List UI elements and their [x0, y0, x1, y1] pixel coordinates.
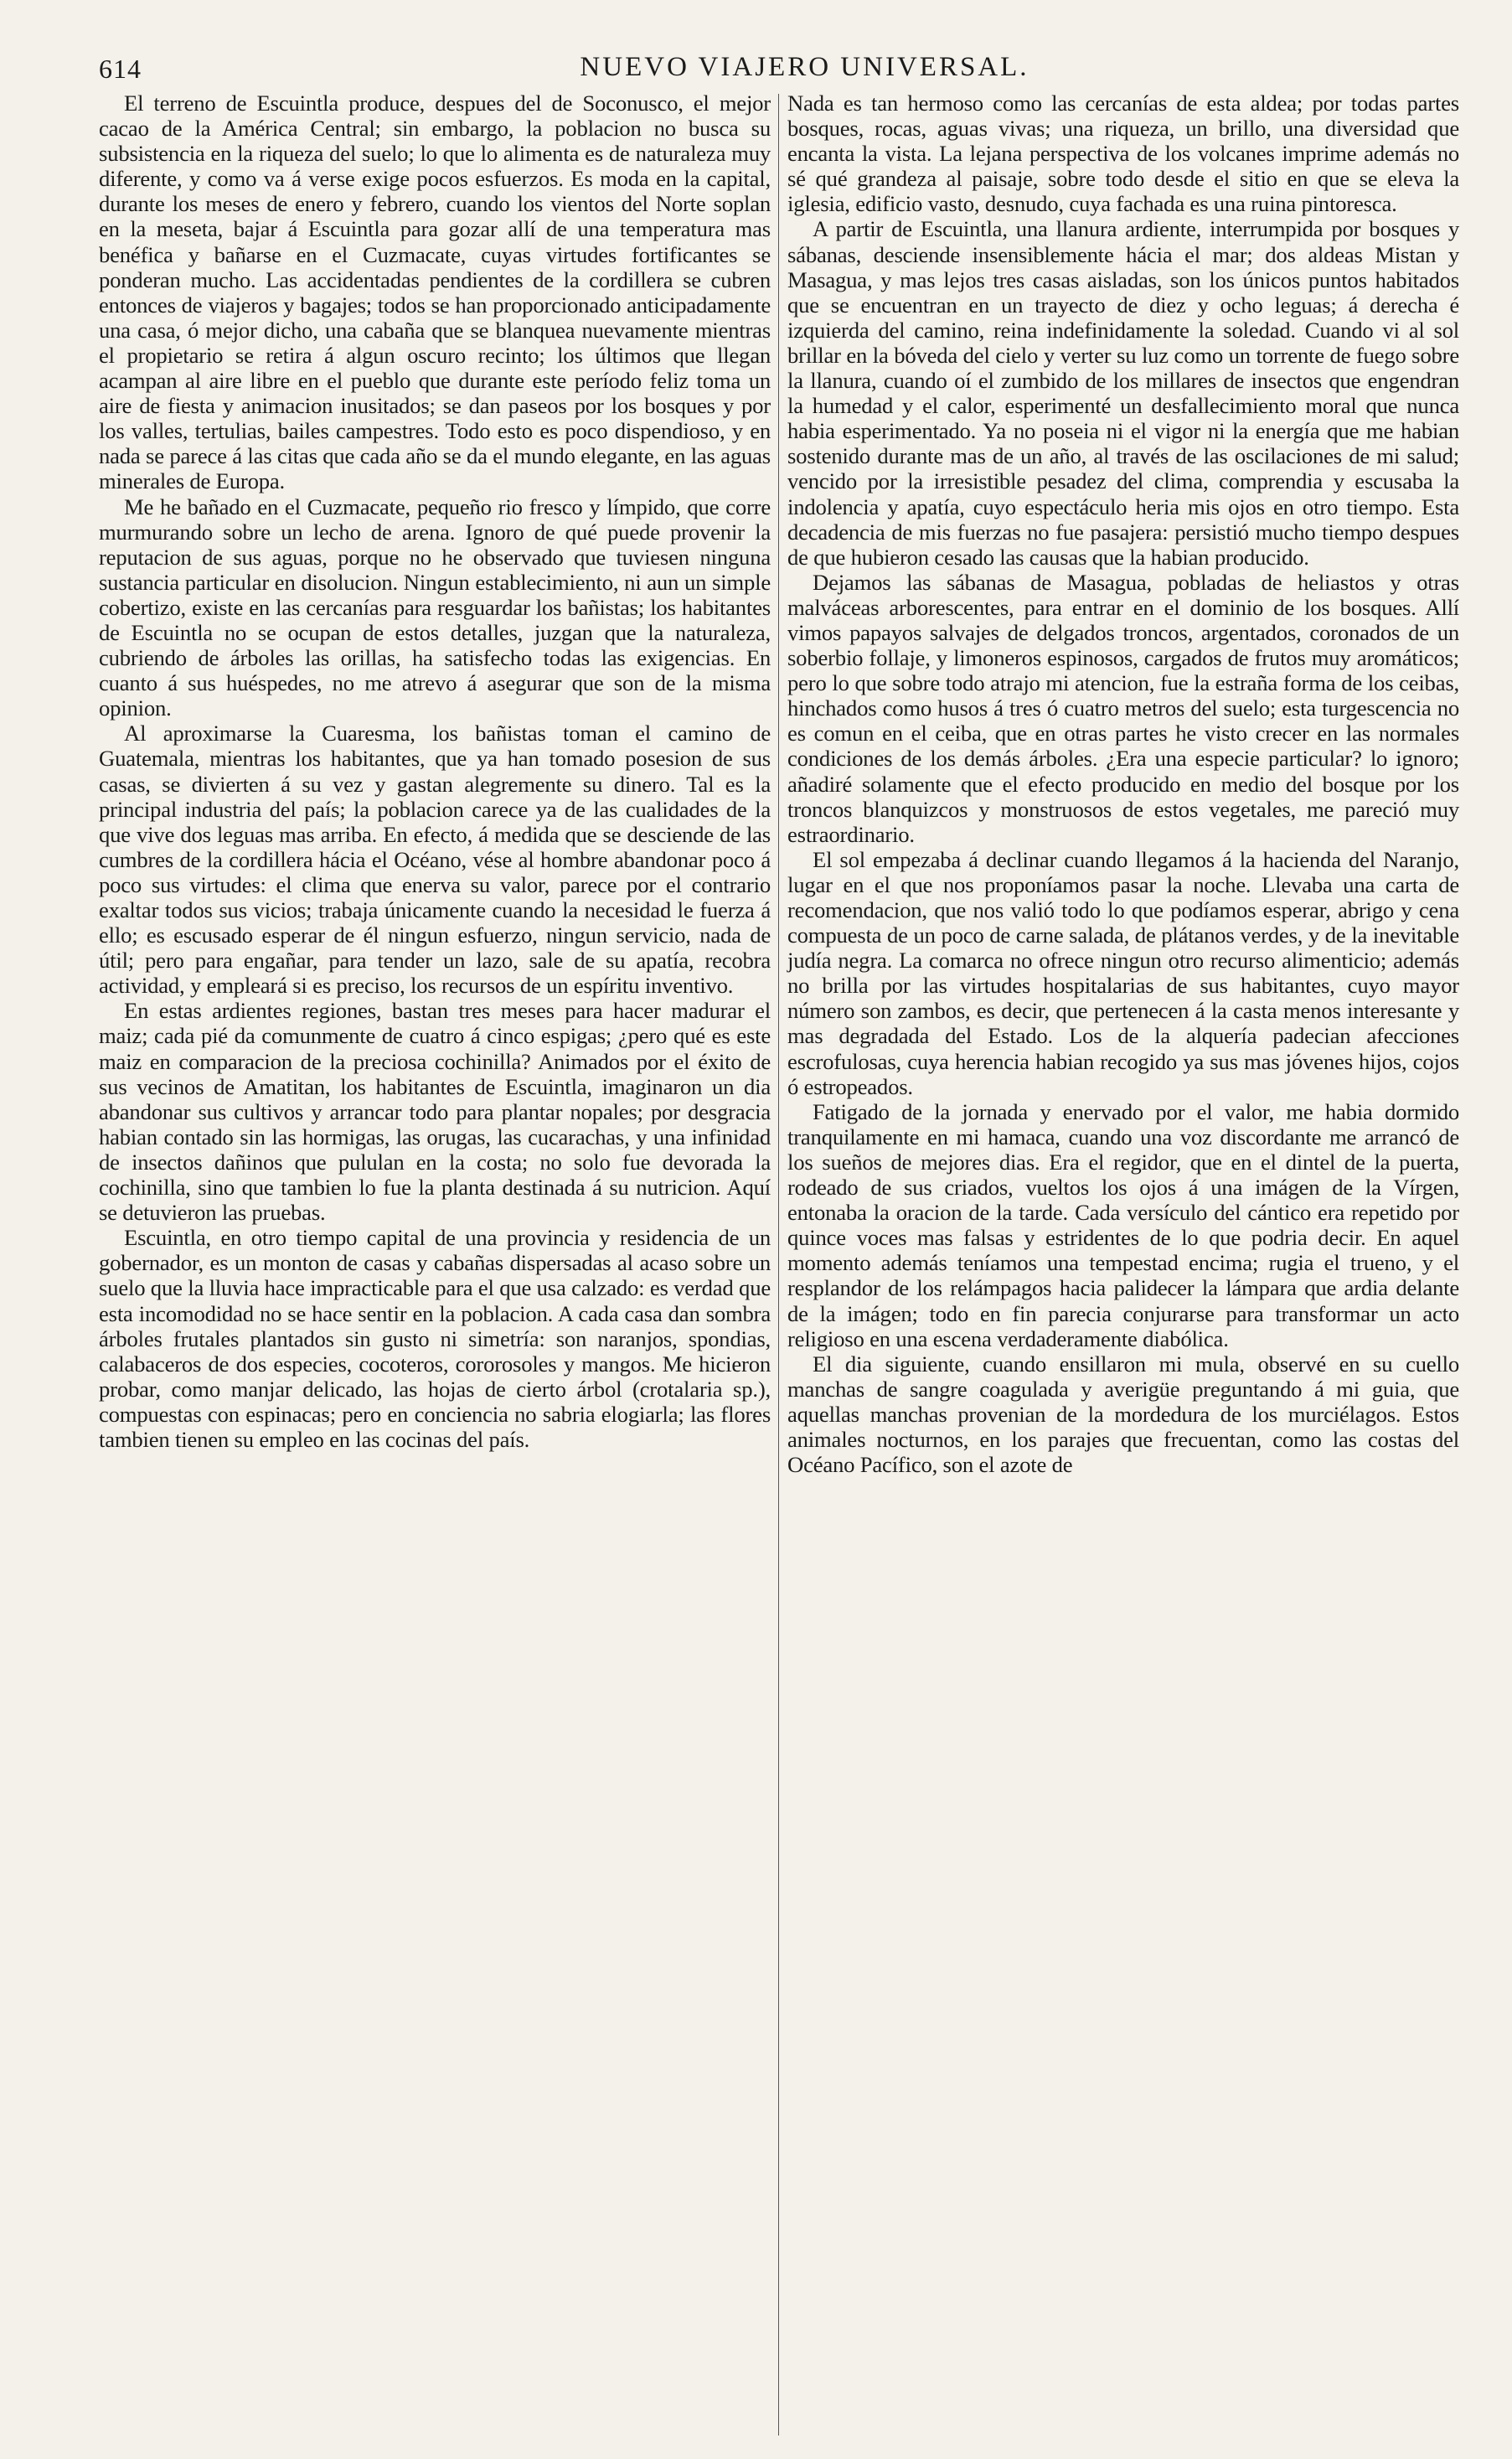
page-number: 614 — [99, 54, 142, 84]
paragraph: Me he bañado en el Cuzmacate, pequeño rio fresco y límpido, que corre murmurando sobre un lecho de arena. Ignoro de qué puede provenir la reputacion de sus aguas, porque no he observado que tuviesen ninguna sustancia particular en disolucion. Ningun establecimiento, ni aun un simple cobertizo, existe en las cercanías para resguardar los bañistas; los habitantes de Escuintla no se ocupan de estos detalles, juzgan que la naturaleza, cubriendo de árboles las orillas, ha satisfecho todas las exigencias. En cuanto á sus huéspedes, no me atrevo á asegurar que son de la misma opinion. — [99, 493, 771, 721]
paragraph: El dia siguiente, cuando ensillaron mi mula, observé en su cuello manchas de sangre coagulada y averigüe preguntando á mi guia, que aquellas manchas provenian de la mordedura de los murciélagos. Estos animales nocturnos, en los parajes que frecuentan, como las costas del Océano Pacífico, son el azote de — [787, 1351, 1459, 1478]
paragraph: Al aproximarse la Cuaresma, los bañistas toman el camino de Guatemala, mientras los habitantes, que ya han tomado posesion de sus casas, se divierten á su vez y gastan alegremente su dinero. Tal es la principal industria del país; la poblacion carece ya de las cualidades de la que vive dos leguas mas arriba. En efecto, á medida que se desciende de las cumbres de la cordillera hácia el Océano, vése al hombre abandonar poco á poco sus virtudes: el clima que enerva su valor, parece por el contrario exaltar todos sus vicios; trabaja únicamente cuando la necesidad le fuerza á ello; es escusado esperar de él ningun esfuerzo, ningun servicio, nada de útil; pero para engañar, para tender un lazo, sale de su apatía, recobra actividad, y empleará si es preciso, los recursos de un espíritu inventivo. — [99, 721, 771, 999]
paragraph: En estas ardientes regiones, bastan tres meses para hacer madurar el maiz; cada pié da comunmente de cuatro á cinco espigas; ¿pero qué es este maiz en comparacion de la preciosa cochinilla? Animados por el éxito de sus vecinos de Amatitan, los habitantes de Escuintla, imaginaron un dia abandonar sus cultivos y arrancar todo para plantar nopales; por desgracia habian contado sin las hormigas, las orugas, las cucarachas, y una infinidad de insectos dañinos que pululan en la costa; no solo fue devorada la cochinilla, sino que tambien lo fue la planta destinada á su nutricion. Aquí se detuvieron las pruebas. — [99, 998, 771, 1226]
paragraph: Dejamos las sábanas de Masagua, pobladas de heliastos y otras malváceas arborescentes, para entrar en el dominio de los bosques. Allí vimos papayos salvajes de delgados troncos, argentados, coronados de un soberbio follaje, y limoneros espinosos, cargados de frutos muy aromáticos; pero lo que sobre todo atrajo mi atencion, fue la estraña forma de los ceibas, hinchados como husos á tres ó cuatro metros del suelo; esta turgescencia no es comun en el ceiba, que en otras partes he visto crecer en las normales condiciones de los demás árboles. ¿Era una especie particular? lo ignoro; añadiré solamente que el efecto producido en medio del bosque por los troncos blanquizcos y monstruosos de estos vegetales, me pareció muy estraordinario. — [787, 569, 1459, 847]
paragraph: Fatigado de la jornada y enervado por el valor, me habia dormido tranquilamente en mi hamaca, cuando una voz discordante me arrancó de los sueños de mejores dias. Era el regidor, que en el dintel de la puerta, rodeado de sus criados, vueltos los ojos á una imágen de la Vírgen, entonaba la oracion de la tarde. Cada versículo del cántico era repetido por quince voces mas falsas y estridentes de lo que podria decir. En aquel momento además teníamos una tempestad encima; rugia el trueno, y el resplandor de los relámpagos hacia palidecer la lámpara que ardia delante de la imágen; todo en fin parecia conjurarse para transformar un acto religioso en una escena verdaderamente diabólica. — [787, 1098, 1459, 1351]
paragraph: El terreno de Escuintla produce, despues del de Soconusco, el mejor cacao de la América Central; sin embargo, la poblacion no busca su subsistencia en la riqueza del suelo; lo que lo alimenta es de naturaleza muy diferente, y como va á verse exige pocos esfuerzos. Es moda en la capital, durante los meses de enero y febrero, cuando los vientos del Norte soplan en la meseta, bajar á Escuintla para gozar allí de una temperatura mas benéfica y bañarse en el Cuzmacate, cuyas virtudes fortificantes se ponderan mucho. Las accidentadas pendientes de la cordillera se cubren entonces de viajeros y bagajes; todos se han proporcionado anticipadamente una casa, ó mejor dicho, una cabaña que se blanquea nuevamente mientras el propietario se retira á algun oscuro recinto; los últimos que llegan acampan al aire libre en el pueblo que durante este período feliz toma un aire de fiesta y animacion inusitados; se dan paseos por los bosques y por los valles, tertulias, bailes campestres. Todo esto es poco dispendioso, y en nada se parece á las citas que cada año se da el mundo elegante, en las aguas minerales de Europa. — [99, 90, 771, 494]
paragraph: Nada es tan hermoso como las cercanías de esta aldea; por todas partes bosques, rocas, aguas vivas; una riqueza, un brillo, una diversidad que encanta la vista. La lejana perspectiva de los volcanes imprime además no sé qué grandeza al paisaje, sobre todo desde el sitio en que se eleva la iglesia, edificio vasto, desnudo, cuya fachada es una ruina pintoresca. — [787, 90, 1459, 217]
paragraph: Escuintla, en otro tiempo capital de una provincia y residencia de un gobernador, es un monton de casas y cabañas dispersadas al acaso sobre un suelo que la lluvia hace impracticable para el que usa calzado: es verdad que esta incomodidad no se hace sentir en la poblacion. A cada casa dan sombra árboles frutales plantados sin gusto ni simetría: son naranjos, spondias, calabaceros de dos especies, cocoteros, cororosoles y mangos. Me hicieron probar, como manjar delicado, las hojas de cierto árbol (crotalaria sp.), compuestas con espinacas; pero en conciencia no sabria elogiarla; las flores tambien tienen su empleo en las cocinas del país. — [99, 1225, 771, 1452]
page-header — [99, 49, 1510, 84]
paragraph: El sol empezaba á declinar cuando llegamos á la hacienda del Naranjo, lugar en el que nos proponíamos pasar la noche. Llevaba una carta de recomendacion, que nos valió todo lo que podíamos esperar, abrigo y cena compuesta de un poco de carne salada, de plátanos verdes, y de la inevitable judía negra. La comarca no ofrece ningun otro recurso alimenticio; además no brilla por las virtudes hospitalarias de sus habitantes, cuyo mayor número son zambos, es decir, que pertenecen á la casta menos interesante y mas degradada del Estado. Los de la alquería padecian afecciones escrofulosas, cuya herencia habian recogido ya sus mas jóvenes hijos, cojos ó estropeados. — [787, 846, 1459, 1099]
running-title: NUEVO VIAJERO UNIVERSAL. — [580, 52, 1030, 82]
left-column — [99, 90, 771, 1452]
paragraph: A partir de Escuintla, una llanura ardiente, interrumpida por bosques y sábanas, desciende insensiblemente hácia el mar; dos aldeas Mistan y Masagua, y mas lejos tres casas aisladas, son los únicos puntos habitados que se encuentran en un trayecto de diez y ocho leguas; á derecha é izquierda del camino, reina indefinidamente la soledad. Cuando vi al sol brillar en la bóveda del cielo y verter su luz como un torrente de fuego sobre la llanura, cuando oí el zumbido de los millares de insectos que engendran la humedad y el calor, esperimenté un desfallecimiento moral que nunca habia esperimentado. Ya no poseia ni el vigor ni la energía que me habian sostenido durante mas de un año, al través de las oscilaciones de mi salud; vencido por la irresistible pesadez del clima, comprendia y escusaba la indolencia y apatía, cuyo espectáculo heria mis ojos en otro tiempo. Esta decadencia de mis fuerzas no fue pasajera: persistió mucho tiempo despues de que hubieron cesado las causas que la habian producido. — [787, 216, 1459, 570]
column-divider — [778, 94, 779, 2436]
right-column — [787, 90, 1459, 1477]
